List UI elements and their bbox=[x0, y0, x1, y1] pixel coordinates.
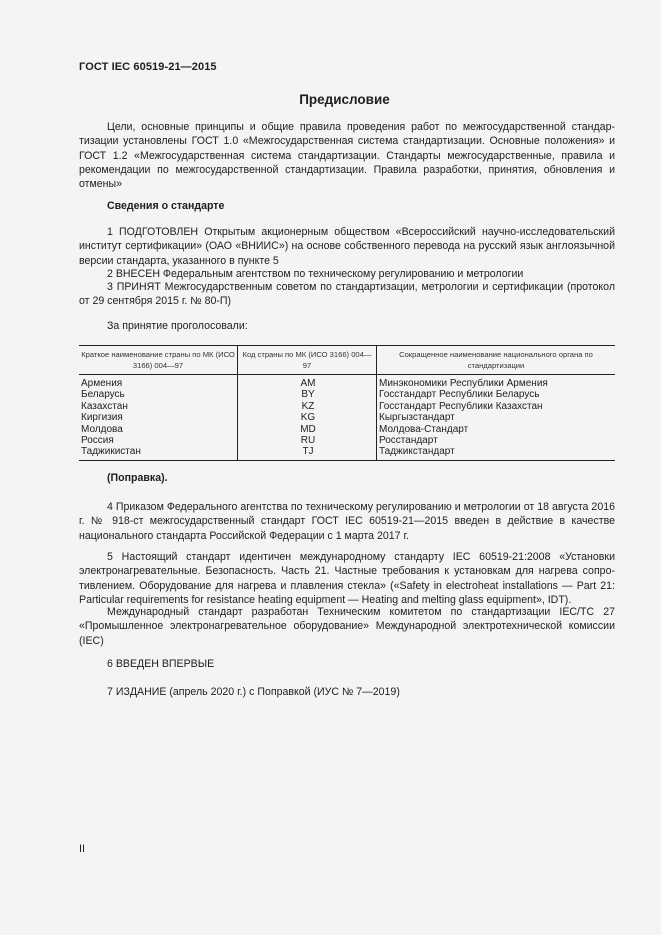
cell-body: Таджикстандарт bbox=[377, 446, 616, 460]
page-title: Предисловие bbox=[299, 92, 390, 107]
cell-body: Росстандарт bbox=[379, 435, 438, 447]
cell-country: Киргизия bbox=[79, 412, 238, 423]
cell-body: Кыргызстандарт bbox=[379, 412, 455, 424]
item-4: 4 Приказом Федерального агентства по техническому регулированию и метрологии от 18 августа 2016 г. № 918-ст межгосударственный стандарт ГОСТ IEC 60519-21—2015 введен в действие в качестве национального стандарта Российской Федерации с 1 марта 2017 г. bbox=[79, 501, 615, 542]
cell-country: Таджикистан bbox=[79, 446, 238, 460]
table-row bbox=[79, 401, 615, 412]
table-row bbox=[79, 412, 615, 423]
cell-code: TJ bbox=[238, 446, 377, 460]
table-row bbox=[79, 389, 615, 400]
item-5-continuation: Международный стандарт разработан Техническим комитетом по стандартизации IEC/TC 27 «Промышленное электронагревательное оборудование» Международной электротехнической комиссии (IEC) bbox=[79, 606, 615, 647]
correction-note: (Поправка). bbox=[107, 472, 168, 484]
cell-country: Беларусь bbox=[79, 389, 238, 400]
item-3: 3 ПРИНЯТ Межгосударственным советом по стандартизации, метрологии и сертификации (протокол от 29 сентября 2015 г. № 80-П) bbox=[79, 281, 615, 308]
table-row bbox=[79, 375, 615, 390]
item-7: 7 ИЗДАНИЕ (апрель 2020 г.) с Поправкой (ИУС № 7—2019) bbox=[107, 686, 400, 698]
cell-code: RU bbox=[238, 435, 377, 446]
table-row bbox=[79, 446, 615, 460]
cell-code: KZ bbox=[238, 401, 377, 412]
cell-code: AM bbox=[238, 375, 377, 390]
item-6: 6 ВВЕДЕН ВПЕРВЫЕ bbox=[107, 658, 215, 670]
col-header-body: Сокращенное наименование национального органа по стандартизации bbox=[377, 346, 616, 375]
cell-body: Госстандарт Республики Беларусь bbox=[379, 389, 540, 401]
cell-code: BY bbox=[238, 389, 377, 400]
table-row bbox=[79, 435, 615, 446]
cell-body: Минэкономики Республики Армения bbox=[379, 378, 548, 389]
countries-table bbox=[79, 345, 615, 461]
table-row bbox=[79, 424, 615, 435]
cell-country: Молдова bbox=[79, 424, 238, 435]
cell-country: Казахстан bbox=[79, 401, 238, 412]
cell-code: MD bbox=[238, 424, 377, 435]
col-header-code: Код страны по МК (ИСО 3166) 004—97 bbox=[238, 346, 377, 375]
voted-label: За принятие проголосовали: bbox=[107, 320, 248, 332]
intro-paragraph: Цели, основные принципы и общие правила проведения работ по межгосударственной стандартизации установлены ГОСТ 1.0 «Межгосударственная система стандартизации. Основные положения» и ГОСТ 1.2 «Межгосударственная система стандартизации. Стандарты межгосударственные, правила и рекомендации по межгосударственной стандартизации. Правила разработки, принятия, обновления и отмены» bbox=[79, 121, 615, 191]
cell-country: Армения bbox=[79, 375, 238, 390]
item-1: 1 ПОДГОТОВЛЕН Открытым акционерным обществом «Всероссийский научно-исследовательский институт сертификации» (ОАО «ВНИИС») на основе собственного перевода на русский язык англоязычной версии стандарта, указанного в пункте 5 bbox=[79, 226, 615, 267]
page-number: II bbox=[79, 843, 86, 855]
cell-body: Госстандарт Республики Казахстан bbox=[379, 400, 543, 412]
about-heading: Сведения о стандарте bbox=[107, 200, 225, 212]
cell-code: KG bbox=[238, 412, 377, 423]
cell-body: Молдова-Стандарт bbox=[379, 423, 469, 435]
item-2: 2 ВНЕСЕН Федеральным агентством по техническому регулированию и метрологии bbox=[107, 268, 524, 280]
item-5: 5 Настоящий стандарт идентичен международному стандарту IEC 60519-21:2008 «Установки электронагревательные. Безопасность. Часть 21. Частные требования к установкам для нагрева сопротивлением. Оборудование для нагрева и плавления стекла» («Safety in electroheat installations — Part 21: Particular requirements for resistance heating equipment — Heating and melting glass equipment», IDT). bbox=[79, 551, 615, 606]
col-header-country: Краткое наименование страны по МК (ИСО 3166) 004—97 bbox=[79, 346, 238, 375]
cell-country: Россия bbox=[79, 435, 238, 446]
document-header: ГОСТ IEC 60519-21—2015 bbox=[79, 61, 217, 73]
table-header-row bbox=[79, 346, 615, 375]
